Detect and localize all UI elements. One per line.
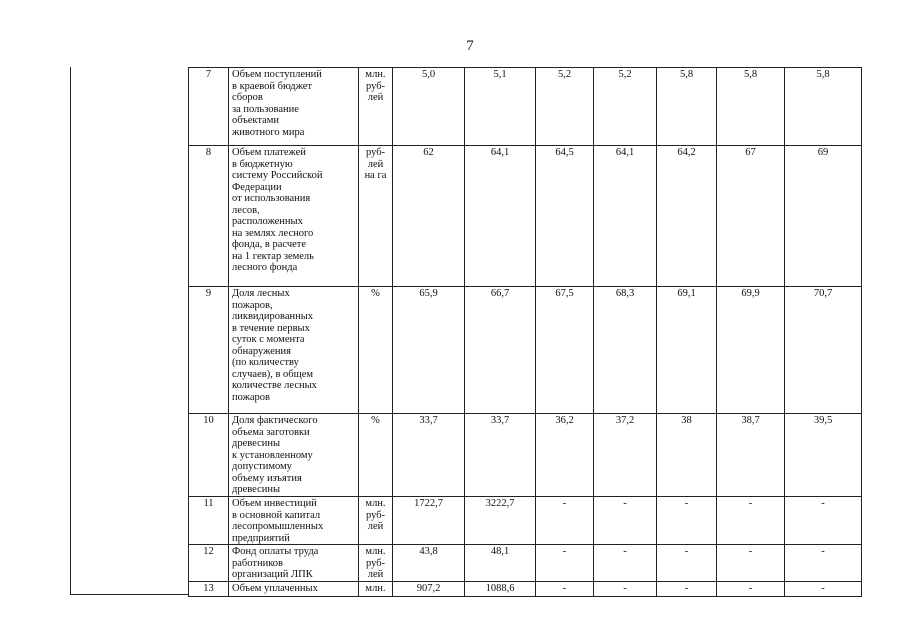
- indicator-name-cell: Объем уплаченных: [229, 581, 359, 596]
- value-cell: 3222,7: [465, 497, 536, 545]
- value-cell: 1722,7: [393, 497, 465, 545]
- table-row: [189, 68, 862, 146]
- value-cell: -: [785, 497, 862, 545]
- value-cell: 62: [393, 146, 465, 287]
- value-cell: 5,2: [594, 68, 657, 146]
- row-number-cell: 8: [189, 146, 229, 287]
- row-number-cell: 13: [189, 581, 229, 596]
- value-cell: 69,9: [717, 287, 785, 414]
- value-cell: 5,8: [785, 68, 862, 146]
- value-cell: -: [536, 545, 594, 582]
- value-cell: 48,1: [465, 545, 536, 582]
- value-cell: 5,8: [657, 68, 717, 146]
- value-cell: 5,8: [717, 68, 785, 146]
- value-cell: 67: [717, 146, 785, 287]
- value-cell: -: [594, 581, 657, 596]
- value-cell: 64,1: [465, 146, 536, 287]
- table-row: [189, 414, 862, 497]
- table-row: [189, 545, 862, 582]
- value-cell: 65,9: [393, 287, 465, 414]
- value-cell: 43,8: [393, 545, 465, 582]
- value-cell: -: [785, 581, 862, 596]
- value-cell: 36,2: [536, 414, 594, 497]
- value-cell: 38,7: [717, 414, 785, 497]
- left-margin-rule: [70, 67, 71, 594]
- indicator-name-cell: Фонд оплаты труда работников организаций ЛПК: [229, 545, 359, 582]
- indicator-name-cell: Объем инвестиций в основной капитал лесопромышленных предприятий: [229, 497, 359, 545]
- value-cell: 64,5: [536, 146, 594, 287]
- value-cell: 39,5: [785, 414, 862, 497]
- indicator-name-cell: Объем поступлений в краевой бюджет сборов за пользование объектами животного мира: [229, 68, 359, 146]
- value-cell: 68,3: [594, 287, 657, 414]
- value-cell: -: [717, 497, 785, 545]
- value-cell: 38: [657, 414, 717, 497]
- value-cell: 64,2: [657, 146, 717, 287]
- value-cell: 66,7: [465, 287, 536, 414]
- value-cell: -: [594, 497, 657, 545]
- value-cell: 64,1: [594, 146, 657, 287]
- unit-cell: %: [359, 287, 393, 414]
- unit-cell: млн. руб- лей: [359, 68, 393, 146]
- value-cell: 33,7: [393, 414, 465, 497]
- row-number-cell: 7: [189, 68, 229, 146]
- row-number-cell: 11: [189, 497, 229, 545]
- unit-cell: млн. руб- лей: [359, 497, 393, 545]
- value-cell: -: [536, 581, 594, 596]
- value-cell: 69,1: [657, 287, 717, 414]
- value-cell: 37,2: [594, 414, 657, 497]
- indicator-name-cell: Доля лесных пожаров, ликвидированных в течение первых суток с момента обнаружения (по количеству случаев), в общем количестве лесных пожаров: [229, 287, 359, 414]
- value-cell: 69: [785, 146, 862, 287]
- unit-cell: %: [359, 414, 393, 497]
- unit-cell: млн. руб- лей: [359, 545, 393, 582]
- table-row: [189, 146, 862, 287]
- value-cell: 33,7: [465, 414, 536, 497]
- value-cell: -: [594, 545, 657, 582]
- value-cell: 907,2: [393, 581, 465, 596]
- value-cell: -: [536, 497, 594, 545]
- value-cell: 67,5: [536, 287, 594, 414]
- value-cell: -: [785, 545, 862, 582]
- value-cell: -: [657, 545, 717, 582]
- bottom-margin-rule: [70, 594, 188, 595]
- unit-cell: млн.: [359, 581, 393, 596]
- value-cell: -: [717, 581, 785, 596]
- unit-cell: руб- лей на га: [359, 146, 393, 287]
- row-number-cell: 10: [189, 414, 229, 497]
- value-cell: 5,2: [536, 68, 594, 146]
- value-cell: -: [717, 545, 785, 582]
- indicator-name-cell: Доля фактического объема заготовки древесины к установленному допустимому объему изъятия древесины: [229, 414, 359, 497]
- value-cell: -: [657, 581, 717, 596]
- row-number-cell: 9: [189, 287, 229, 414]
- value-cell: 5,1: [465, 68, 536, 146]
- row-number-cell: 12: [189, 545, 229, 582]
- table-row: [189, 287, 862, 414]
- value-cell: 70,7: [785, 287, 862, 414]
- indicator-name-cell: Объем платежей в бюджетную систему Российской Федерации от использования лесов, расположенных на землях лесного фонда, в расчете на 1 гектар земель лесного фонда: [229, 146, 359, 287]
- page-number: 7: [466, 38, 474, 54]
- value-cell: -: [657, 497, 717, 545]
- indicators-table: [188, 67, 862, 597]
- table-row: [189, 581, 862, 596]
- value-cell: 1088,6: [465, 581, 536, 596]
- value-cell: 5,0: [393, 68, 465, 146]
- table-row: [189, 497, 862, 545]
